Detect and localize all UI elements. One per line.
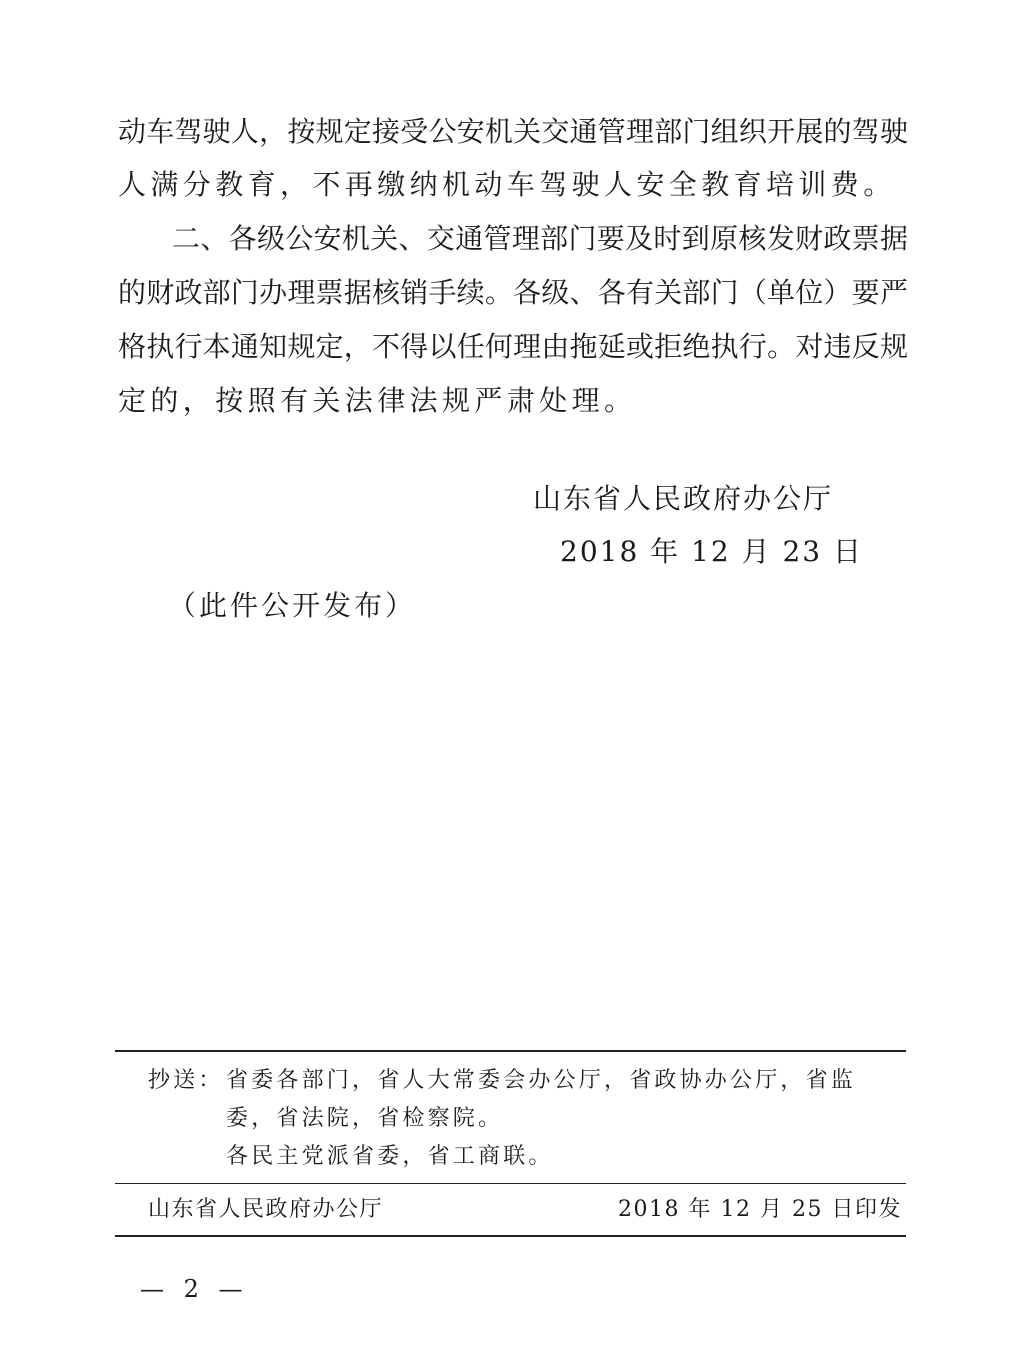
cc-label: 抄送：: [148, 1068, 224, 1093]
page-number: — 2 —: [140, 1275, 249, 1303]
footer-issue-date: 2018 年 12 月 25 日印发: [618, 1197, 902, 1222]
body-line-6: 定的，按照有关法律法规严肃处理。: [118, 384, 637, 417]
cc-top-rule: [115, 1050, 906, 1052]
footer-issuer: 山东省人民政府办公厅: [148, 1197, 384, 1222]
body-line-4: 的财政部门办理票据核销手续。各级、各有关部门（单位）要严: [118, 276, 908, 309]
publication-note: （此件公开发布）: [168, 589, 417, 622]
cc-bottom-rule: [115, 1183, 906, 1184]
footer-bottom-rule: [115, 1235, 906, 1237]
signature-date: 2018 年 12 月 23 日: [560, 535, 864, 568]
cc-line-3: 各民主党派省委，省工商联。: [226, 1144, 554, 1169]
body-line-3: 二、各级公安机关、交通管理部门要及时到原核发财政票据: [172, 222, 908, 255]
body-line-5: 格执行本通知规定，不得以任何理由拖延或拒绝执行。对违反规: [118, 330, 908, 363]
signature-issuer: 山东省人民政府办公厅: [533, 482, 834, 515]
cc-line-2: 委，省法院，省检察院。: [226, 1106, 504, 1131]
cc-line-1: 省委各部门，省人大常委会办公厅，省政协办公厅，省监: [226, 1068, 857, 1093]
body-line-2: 人满分教育，不再缴纳机动车驾驶人安全教育培训费。: [118, 168, 896, 201]
body-line-1: 动车驾驶人，按规定接受公安机关交通管理部门组织开展的驾驶: [118, 115, 908, 148]
